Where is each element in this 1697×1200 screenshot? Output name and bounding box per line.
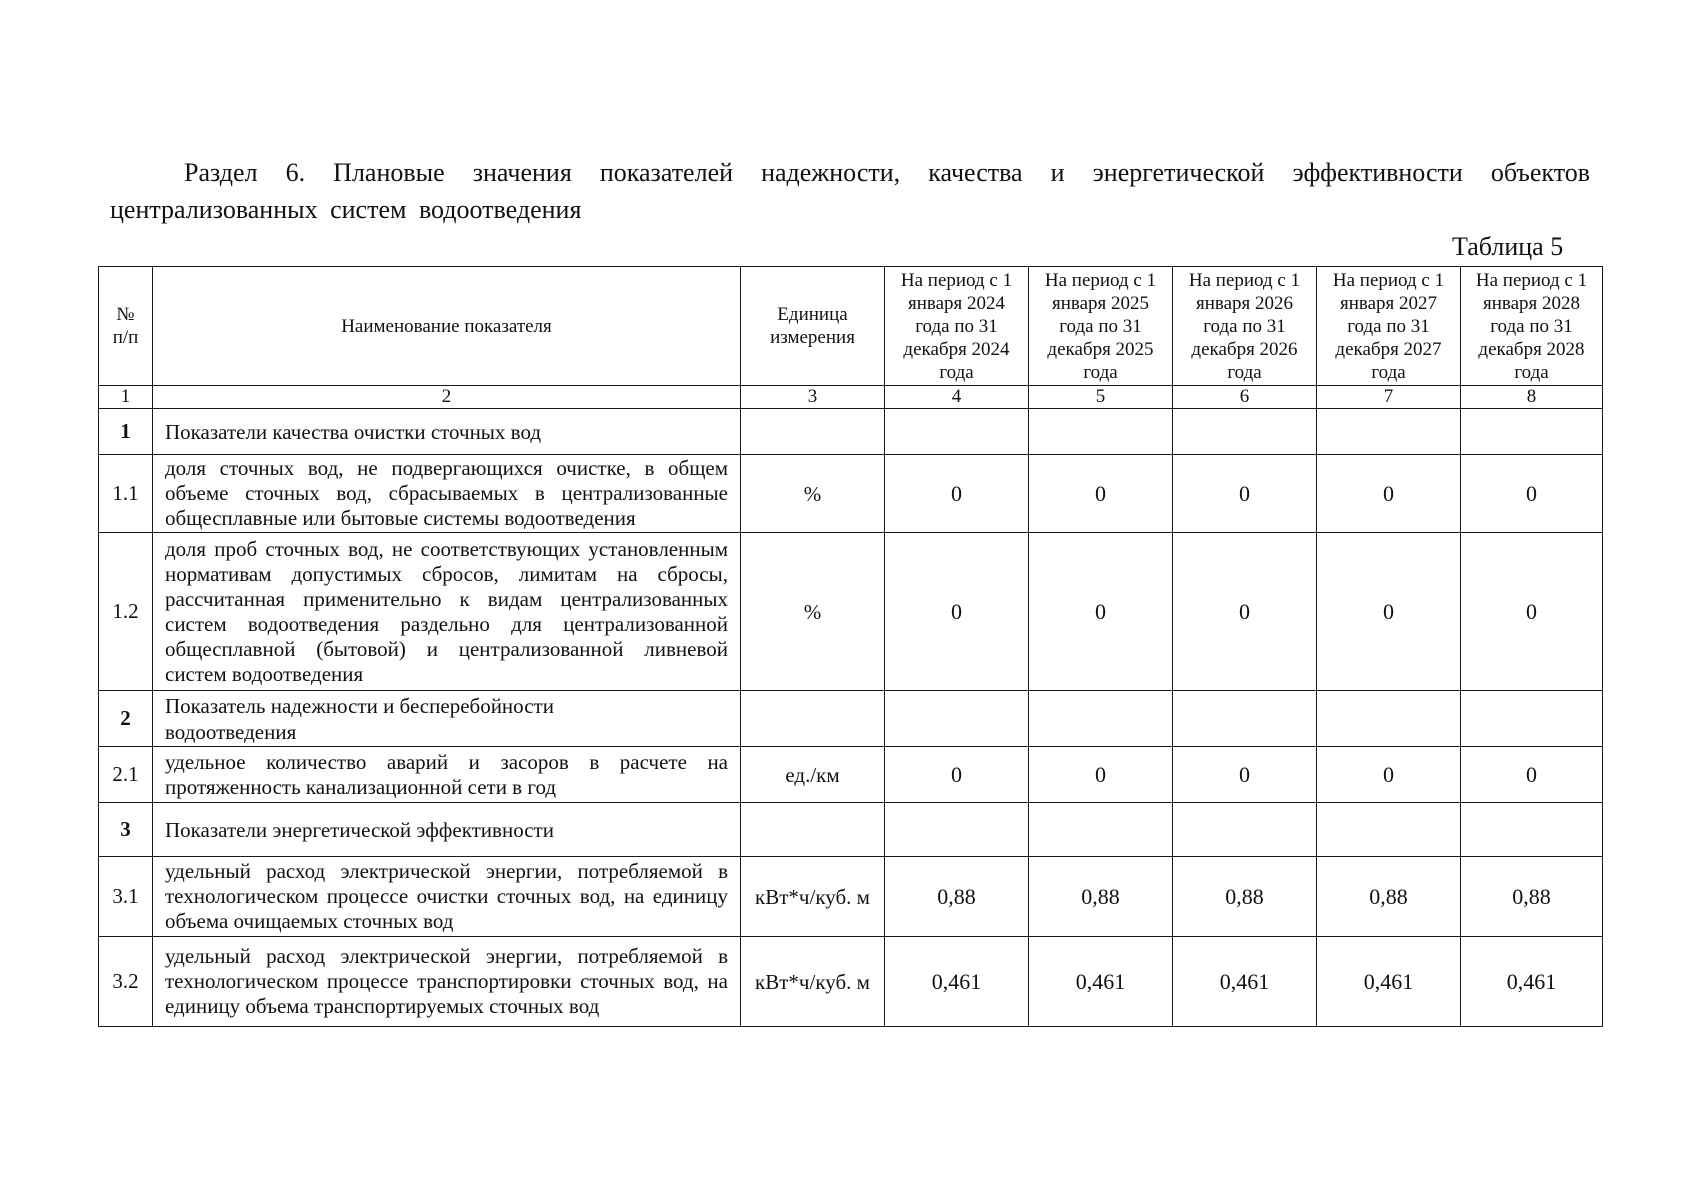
indicator-name: удельный расход электрической энергии, потребляемой в технологическом процессе очистки сточных вод, на единицу объема очищаемых сточных вод — [153, 857, 741, 937]
column-number: 5 — [1029, 386, 1173, 409]
value-2027: 0 — [1317, 533, 1461, 691]
header-unit: Единица измерения — [741, 267, 885, 386]
section-num: 2 — [99, 691, 153, 747]
value-2024: 0 — [885, 533, 1029, 691]
row-num: 3.2 — [99, 937, 153, 1027]
value-2026: 0 — [1173, 455, 1317, 533]
row-num: 1.1 — [99, 455, 153, 533]
section-heading: Раздел 6. Плановые значения показателей надежности, качества и энергетической эффективности объектов централизованных систем водоотведения — [110, 158, 1590, 224]
header-period-2026: На период с 1 января 2026 года по 31 декабря 2026 года — [1173, 267, 1317, 386]
indicator-name: доля проб сточных вод, не соответствующих установленным нормативам допустимых сбросов, лимитам на сбросы, рассчитанная применительно к видам централизованных систем водоотведения раздельно для централизованной общесплавной (бытовой) и централизованной ливневой систем водоотведения — [153, 533, 741, 691]
unit-cell: кВт*ч/куб. м — [741, 857, 885, 937]
value-2028: 0,461 — [1461, 937, 1603, 1027]
column-number-row — [99, 386, 1603, 409]
section-title: Показатели энергетической эффективности — [153, 803, 741, 857]
table-row — [99, 747, 1603, 803]
header-name: Наименование показателя — [153, 267, 741, 386]
value-2028: 0 — [1461, 455, 1603, 533]
row-num: 2.1 — [99, 747, 153, 803]
value-2025: 0 — [1029, 747, 1173, 803]
value-2025: 0,88 — [1029, 857, 1173, 937]
indicator-name: удельный расход электрической энергии, потребляемой в технологическом процессе транспортировки сточных вод, на единицу объема транспортируемых сточных вод — [153, 937, 741, 1027]
value-2027: 0,88 — [1317, 857, 1461, 937]
header-period-2027: На период с 1 января 2027 года по 31 декабря 2027 года — [1317, 267, 1461, 386]
section-num: 3 — [99, 803, 153, 857]
value-2024: 0 — [885, 455, 1029, 533]
table-header-row — [99, 267, 1603, 386]
value-2026: 0 — [1173, 747, 1317, 803]
header-num: № п/п — [99, 267, 153, 386]
value-2027: 0 — [1317, 455, 1461, 533]
table-row — [99, 533, 1603, 691]
value-2028: 0 — [1461, 747, 1603, 803]
table-row — [99, 455, 1603, 533]
unit-cell: кВт*ч/куб. м — [741, 937, 885, 1027]
value-2026: 0 — [1173, 533, 1317, 691]
value-2026: 0,88 — [1173, 857, 1317, 937]
value-2028: 0 — [1461, 533, 1603, 691]
unit-cell: % — [741, 533, 885, 691]
row-num: 3.1 — [99, 857, 153, 937]
header-period-2025: На период с 1 января 2025 года по 31 декабря 2025 года — [1029, 267, 1173, 386]
value-2024: 0,461 — [885, 937, 1029, 1027]
header-period-2024: На период с 1 января 2024 года по 31 декабря 2024 года — [885, 267, 1029, 386]
section-row — [99, 691, 1603, 747]
section-num: 1 — [99, 409, 153, 455]
row-num: 1.2 — [99, 533, 153, 691]
value-2025: 0,461 — [1029, 937, 1173, 1027]
column-number: 2 — [153, 386, 741, 409]
section-title: Показатели качества очистки сточных вод — [153, 409, 741, 455]
column-number: 6 — [1173, 386, 1317, 409]
column-number: 3 — [741, 386, 885, 409]
indicator-name: удельное количество аварий и засоров в расчете на протяженность канализационной сети в год — [153, 747, 741, 803]
column-number: 8 — [1461, 386, 1603, 409]
table-row — [99, 937, 1603, 1027]
section-row — [99, 409, 1603, 455]
section-title: Показатель надежности и бесперебойности водоотведения — [153, 691, 741, 747]
value-2028: 0,88 — [1461, 857, 1603, 937]
value-2025: 0 — [1029, 533, 1173, 691]
section-row — [99, 803, 1603, 857]
table-caption: Таблица 5 — [1452, 232, 1564, 261]
table-row — [99, 857, 1603, 937]
value-2026: 0,461 — [1173, 937, 1317, 1027]
indicator-name: доля сточных вод, не подвергающихся очистке, в общем объеме сточных вод, сбрасываемых в централизованные общесплавные или бытовые системы водоотведения — [153, 455, 741, 533]
column-number: 4 — [885, 386, 1029, 409]
unit-cell: ед./км — [741, 747, 885, 803]
value-2027: 0 — [1317, 747, 1461, 803]
value-2024: 0,88 — [885, 857, 1029, 937]
unit-cell: % — [741, 455, 885, 533]
value-2024: 0 — [885, 747, 1029, 803]
column-number: 1 — [99, 386, 153, 409]
header-period-2028: На период с 1 января 2028 года по 31 декабря 2028 года — [1461, 267, 1603, 386]
indicators-table — [98, 266, 1603, 1027]
value-2027: 0,461 — [1317, 937, 1461, 1027]
value-2025: 0 — [1029, 455, 1173, 533]
column-number: 7 — [1317, 386, 1461, 409]
